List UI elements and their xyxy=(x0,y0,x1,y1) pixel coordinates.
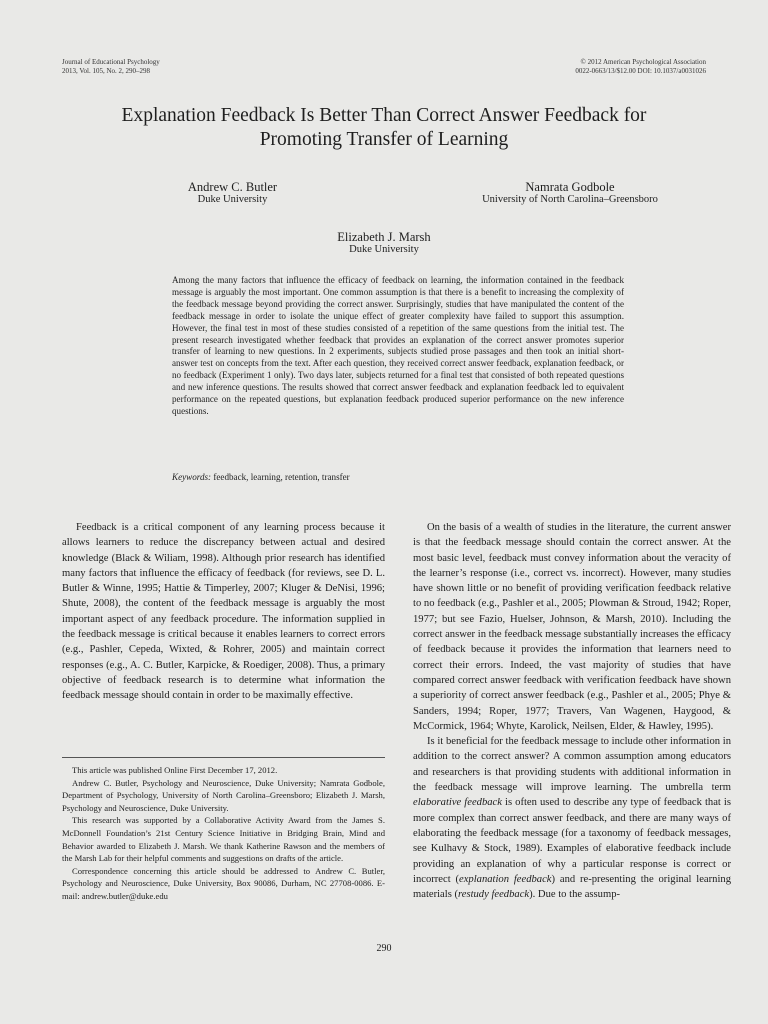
title-line-1: Explanation Feedback Is Better Than Correct Answer Feedback for xyxy=(121,105,647,126)
author-affiliation: University of North Carolina–Greensboro xyxy=(482,194,658,205)
text-run: ) and re-presenting the original learning materials ( xyxy=(413,873,731,901)
journal-name: Journal of Educational Psychology xyxy=(62,58,160,66)
author-name: Namrata Godbole xyxy=(525,180,615,194)
doi-line: 0022-0663/13/$12.00 DOI: 10.1037/a0031026 xyxy=(575,67,706,75)
author-name: Andrew C. Butler xyxy=(187,180,278,194)
footnote: Correspondence concerning this article should be addressed to Andrew C. Butler, Psychology and Neuroscience, Duke University, Box 90086, Durham, NC 27708-0086. E-mail: andrew.butler@duke.edu xyxy=(62,865,385,901)
title-line-2: Promoting Transfer of Learning xyxy=(259,129,509,150)
copyright-header xyxy=(575,58,706,76)
footnote: This research was supported by a Collaborative Activity Award from the James S. McDonnell Foundation’s 21st Century Science Initiative in Bridging Brain, Mind and Behavior awarded to Elizabeth J. Marsh. We thank Katherine Rawson and the members of the Marsh Lab for their helpful comments and suggestions on drafts of the article. xyxy=(62,815,385,864)
footnote: Andrew C. Butler, Psychology and Neuroscience, Duke University; Namrata Godbole, Department of Psychology, University of North Carolina–Greensboro; Elizabeth J. Marsh, Psychology and Neuroscience, Duke University. xyxy=(62,777,385,813)
footnote: This article was published Online First December 17, 2012. xyxy=(72,765,278,775)
footnote-divider xyxy=(62,757,385,758)
author-name: Elizabeth J. Marsh xyxy=(337,230,431,244)
keywords-list: feedback, learning, retention, transfer xyxy=(213,472,350,482)
term-elaborative-feedback: elaborative feedback xyxy=(413,797,502,809)
abstract xyxy=(172,275,624,418)
page-number: 290 xyxy=(376,943,392,954)
text-run: is often used to describe any type of feedback that is more complex than correct answer feedback, and there are many ways of elaborating the feedback message (for a taxonomy of feedback messages, see Kulhavy & Stock, 1989). Examples of elaborative feedback include providing an explanation of why a particular response is correct or incorrect ( xyxy=(413,797,731,885)
text-run: Is it beneficial for the feedback message to include other information in addition to the correct answer? A common assumption among educators and researchers is that providing students with additional information in the feedback message will improve learning. The umbrella term xyxy=(413,736,731,794)
article-title xyxy=(60,104,708,152)
keywords-label: Keywords: xyxy=(172,472,212,482)
keywords xyxy=(172,471,624,483)
body-paragraph: Feedback is a critical component of any learning process because it allows learners to reduce the discrepancy between actual and desired knowledge (Black & Wiliam, 1998). Although prior research has identified many factors that influence the efficacy of feedback (for reviews, see D. L. Butler & Winne, 1995; Hattie & Timperley, 2007; Kluger & DeNisi, 1996; Shute, 2008), the content of the feedback message is arguably the most important aspect of any feedback procedure. The information supplied in the feedback message is critical because it enables learners to correct errors (e.g., Pashler, Cepeda, Wixted, & Rohrer, 2005) and maintain correct responses (e.g., A. C. Butler, Karpicke, & Roediger, 2008). Thus, a primary objective of feedback research is to determine what information the feedback message should contain in order to be maximally effective. xyxy=(62,522,385,702)
abstract-text: Among the many factors that influence the efficacy of feedback on learning, the information contained in the feedback message is arguably the most important. One common assumption is that there is a benefit to increasing the complexity of the feedback message beyond providing the correct answer. Surprisingly, studies that have manipulated the content of the feedback message in order to isolate the unique effect of greater complexity have failed to support this assumption. However, the final test in most of these studies consisted of a repetition of the same questions from the initial test. The present research investigated whether feedback that provides an explanation of the correct answer promotes superior transfer of learning to new questions. In 2 experiments, subjects studied prose passages and then took an initial short-answer test on concepts from the text. After each question, they received correct answer feedback, explanation feedback, or no feedback (Experiment 1 only). Two days later, subjects returned for a final test that consisted of both repeated questions and new inference questions. The results showed that correct answer feedback and explanation feedback led to equivalent performance on the repeated questions, but explanation feedback produced superior performance on the new inference questions. xyxy=(172,275,624,416)
term-restudy-feedback: restudy feedback xyxy=(458,889,530,901)
body-column-left xyxy=(62,520,385,704)
journal-header xyxy=(62,58,160,76)
author-block xyxy=(145,180,320,206)
author-block xyxy=(455,180,685,206)
footnotes xyxy=(62,764,385,903)
body-paragraph: On the basis of a wealth of studies in the literature, the current answer is that the feedback message should contain the correct answer. At the most basic level, feedback must convey information about the veracity of the learner’s response (i.e., correct vs. incorrect). However, many studies have shown little or no benefit of providing verification feedback relative to no feedback (e.g., Pashler et al., 2005; Plowman & Stroud, 1942; Roper, 1977; but see Fazio, Huelser, Johnson, & Marsh, 2010). Including the correct answer in the feedback message substantially increases the efficacy of feedback because it provides the information that learners need to correct their errors. Indeed, the vast majority of studies that have compared correct answer feedback with verification feedback have shown a superiority of correct answer feedback (e.g., Pashler et al., 2005; Phye & Sanders, 1994; Roper, 1977; Travers, Van Wagenen, Haygood, & McCormick, 1964; Whyte, Karolick, Neilsen, Elder, & Hawley, 1995). xyxy=(413,522,731,732)
author-affiliation: Duke University xyxy=(197,194,268,205)
body-column-right xyxy=(413,520,731,902)
body-paragraph xyxy=(413,734,731,902)
text-run: ). Due to the assump- xyxy=(529,889,621,901)
author-block xyxy=(300,230,468,256)
journal-volume: 2013, Vol. 105, No. 2, 290–298 xyxy=(62,67,151,75)
author-affiliation: Duke University xyxy=(349,244,419,255)
copyright-line: © 2012 American Psychological Association xyxy=(580,58,706,66)
term-explanation-feedback: explanation feedback xyxy=(459,873,552,885)
